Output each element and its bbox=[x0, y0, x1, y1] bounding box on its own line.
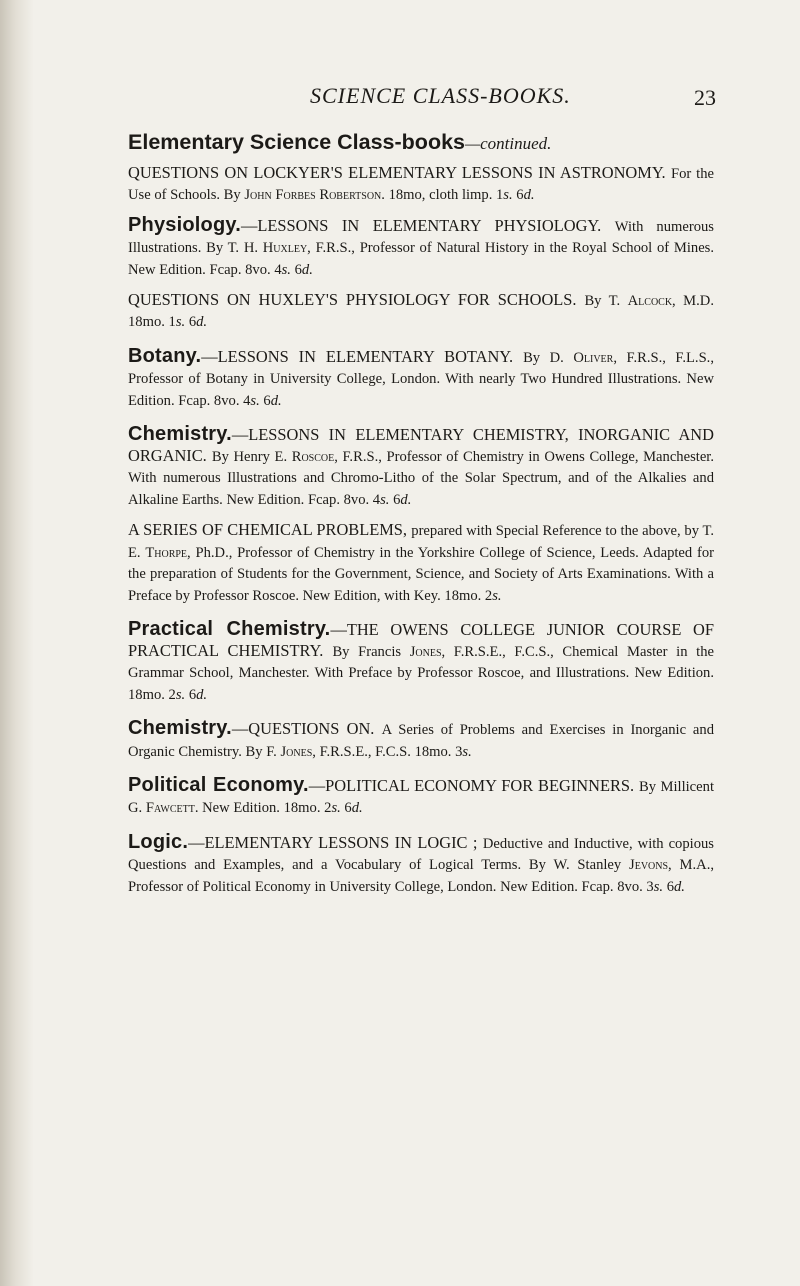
book-entry: QUESTIONS ON LOCKYER'S ELEMENTARY LESSONS IN ASTRONOMY. For the Use of Schools. By John Forbes Robertson. 18mo, cloth limp. 1s. 6d. bbox=[128, 163, 714, 204]
entry-title: —LESSONS IN ELEMENTARY CHEMISTRY, INORGANIC AND ORGANIC. bbox=[128, 425, 714, 466]
entry-subject: Botany. bbox=[128, 344, 202, 367]
section-heading: Elementary Science Class-books—continued. bbox=[128, 130, 552, 154]
entry-subject: Logic. bbox=[128, 830, 189, 853]
entry-author: Thorpe, bbox=[145, 544, 191, 561]
entry-details: New Edition. 18mo. 2 bbox=[198, 800, 332, 817]
entry-title: QUESTIONS ON HUXLEY'S PHYSIOLOGY FOR SCHOOLS. bbox=[128, 290, 577, 310]
book-entry: A SERIES OF CHEMICAL PROBLEMS, prepared with Special Reference to the above, by T. E. Thorpe, Ph.D., Professor of Chemistry in the Yorkshire College of Science, Leeds. Adapted for the preparation of Students for the Government, Science, and Society of Arts Examinations. With a Preface by Professor Roscoe. New Edition, with Key. 18mo. 2s. bbox=[128, 520, 714, 604]
entry-description: For the Use of Schools. By bbox=[128, 166, 714, 204]
entry-author: Roscoe, bbox=[291, 449, 338, 466]
entry-author: Oliver, bbox=[573, 349, 617, 366]
entry-details: F.R.S.E., F.C.S., Chemical Master in the Grammar School, Manchester. With Preface by Professor Roscoe, and Illustrations. New Edition. 18mo. 2 bbox=[128, 643, 714, 703]
entry-details: F.R.S., F.L.S., Professor of Botany in University College, London. With nearly Two Hundred Illustrations. New Edition. Fcap. 8vo. 4 bbox=[128, 349, 714, 409]
running-head: SCIENCE CLASS-BOOKS. bbox=[310, 83, 571, 108]
entry-subject: Chemistry. bbox=[128, 423, 232, 446]
book-entry: Chemistry.—QUESTIONS ON. A Series of Problems and Exercises in Inorganic and Organic Chemistry. By F. Jones, F.R.S.E., F.C.S. 18mo. 3s. bbox=[128, 717, 714, 760]
book-entry: Logic.—ELEMENTARY LESSONS IN LOGIC ; Deductive and Inductive, with copious Questions and Examples, and a Vocabulary of Logical Terms. By W. Stanley Jevons, M.A., Professor of Political Economy in University College, London. New Edition. Fcap. 8vo. 3s. 6d. bbox=[128, 830, 715, 895]
entry-author: Fawcett. bbox=[145, 800, 199, 817]
entry-subject: Chemistry. bbox=[128, 717, 232, 740]
entry-title: —THE OWENS COLLEGE JUNIOR COURSE OF PRACTICAL CHEMISTRY. bbox=[128, 619, 714, 660]
entry-description: By T. bbox=[584, 293, 628, 310]
entry-title: —POLITICAL ECONOMY FOR BEGINNERS. bbox=[308, 775, 635, 795]
entry-title: —QUESTIONS ON. bbox=[231, 719, 375, 739]
entry-title: QUESTIONS ON LOCKYER'S ELEMENTARY LESSONS IN ASTRONOMY. bbox=[128, 163, 666, 182]
book-entry: QUESTIONS ON HUXLEY'S PHYSIOLOGY FOR SCHOOLS. By T. Alcock, M.D. 18mo. 1s. 6d. bbox=[128, 290, 714, 331]
book-entry: Botany.—LESSONS IN ELEMENTARY BOTANY. By D. Oliver, F.R.S., F.L.S., Professor of Botany in University College, London. With nearly Two Hundred Illustrations. New Edition. Fcap. 8vo. 4s. 6d. bbox=[128, 344, 714, 409]
entry-author: Huxley, bbox=[262, 240, 311, 257]
entry-details: F.R.S., Professor of Chemistry in Owens College, Manchester. With numerous Illustrations and Chromo-Litho of the Solar Spectrum, and of the Alkalies and Alkaline Earths. New Edition. Fcap. 8vo. 4 bbox=[128, 449, 715, 508]
entry-description: By Millicent G. bbox=[128, 778, 714, 817]
page-content bbox=[128, 128, 714, 896]
entry-details: M.D. 18mo. 1 bbox=[128, 293, 714, 331]
entry-details: Ph.D., Professor of Chemistry in the Yorkshire College of Science, Leeds. Adapted for the preparation of Students for the Government, Science, and Society of Arts Examinations. With a Preface by Professor Roscoe. New Edition, with Key. 18mo. 2 bbox=[128, 544, 714, 604]
entry-title: —LESSONS IN ELEMENTARY BOTANY. bbox=[201, 346, 514, 366]
entry-description: With numerous Illustrations. By T. H. bbox=[128, 218, 714, 257]
entry-details: M.A., Professor of Political Economy in University College, London. New Edition. Fcap. 8vo. 3 bbox=[128, 857, 715, 895]
entry-subject: Practical Chemistry. bbox=[128, 617, 331, 640]
entry-author: Alcock, bbox=[627, 293, 676, 310]
entry-details: F.R.S.E., F.C.S. 18mo. 3 bbox=[315, 743, 463, 760]
entry-title: —ELEMENTARY LESSONS IN LOGIC ; bbox=[188, 832, 478, 852]
entry-details: 18mo, cloth limp. 1 bbox=[384, 187, 504, 204]
entry-subject: Physiology. bbox=[128, 213, 241, 236]
book-entry: Physiology.—LESSONS IN ELEMENTARY PHYSIOLOGY. With numerous Illustrations. By T. H. Huxley, F.R.S., Professor of Natural History in the Royal School of Mines. New Edition. Fcap. 8vo. 4s. 6d. bbox=[128, 213, 714, 278]
entry-description: prepared with Special Reference to the above, by T. E. bbox=[128, 523, 714, 561]
entry-description: By Henry E. bbox=[211, 449, 292, 466]
entry-title: —LESSONS IN ELEMENTARY PHYSIOLOGY. bbox=[240, 215, 602, 235]
entry-description: Deductive and Inductive, with copious Questions and Examples, and a Vocabulary of Logical Terms. By W. Stanley bbox=[128, 835, 714, 874]
entry-author: John Forbes Robertson. bbox=[244, 187, 385, 204]
book-entry: Political Economy.—POLITICAL ECONOMY FOR BEGINNERS. By Millicent G. Fawcett. New Edition. 18mo. 2s. 6d. bbox=[128, 773, 714, 817]
entry-description: A Series of Problems and Exercises in Inorganic and Organic Chemistry. By F. bbox=[128, 722, 714, 760]
entry-author: Jevons, bbox=[629, 857, 672, 874]
entry-title: A SERIES OF CHEMICAL PROBLEMS, bbox=[128, 520, 408, 540]
book-entry: Practical Chemistry.—THE OWENS COLLEGE JUNIOR COURSE OF PRACTICAL CHEMISTRY. By Francis Jones, F.R.S.E., F.C.S., Chemical Master in the Grammar School, Manchester. With Preface by Professor Roscoe, and Illustrations. New Edition. 18mo. 2s. 6d. bbox=[128, 617, 714, 703]
entry-author: Jones, bbox=[280, 743, 316, 760]
entry-details: F.R.S., Professor of Natural History in the Royal School of Mines. New Edition. Fcap. 8vo. 4 bbox=[128, 240, 714, 278]
entry-author: Jones, bbox=[409, 643, 446, 660]
page-number: 23 bbox=[694, 85, 716, 110]
entry-description: By Francis bbox=[332, 643, 410, 660]
book-entry: Chemistry.—LESSONS IN ELEMENTARY CHEMISTRY, INORGANIC AND ORGANIC. By Henry E. Roscoe, F.R.S., Professor of Chemistry in Owens College, Manchester. With numerous Illustrations and Chromo-Litho of the Solar Spectrum, and of the Alkalies and Alkaline Earths. New Edition. Fcap. 8vo. 4s. 6d. bbox=[128, 423, 715, 508]
entry-description: By D. bbox=[523, 349, 574, 366]
entry-subject: Political Economy. bbox=[128, 773, 309, 796]
